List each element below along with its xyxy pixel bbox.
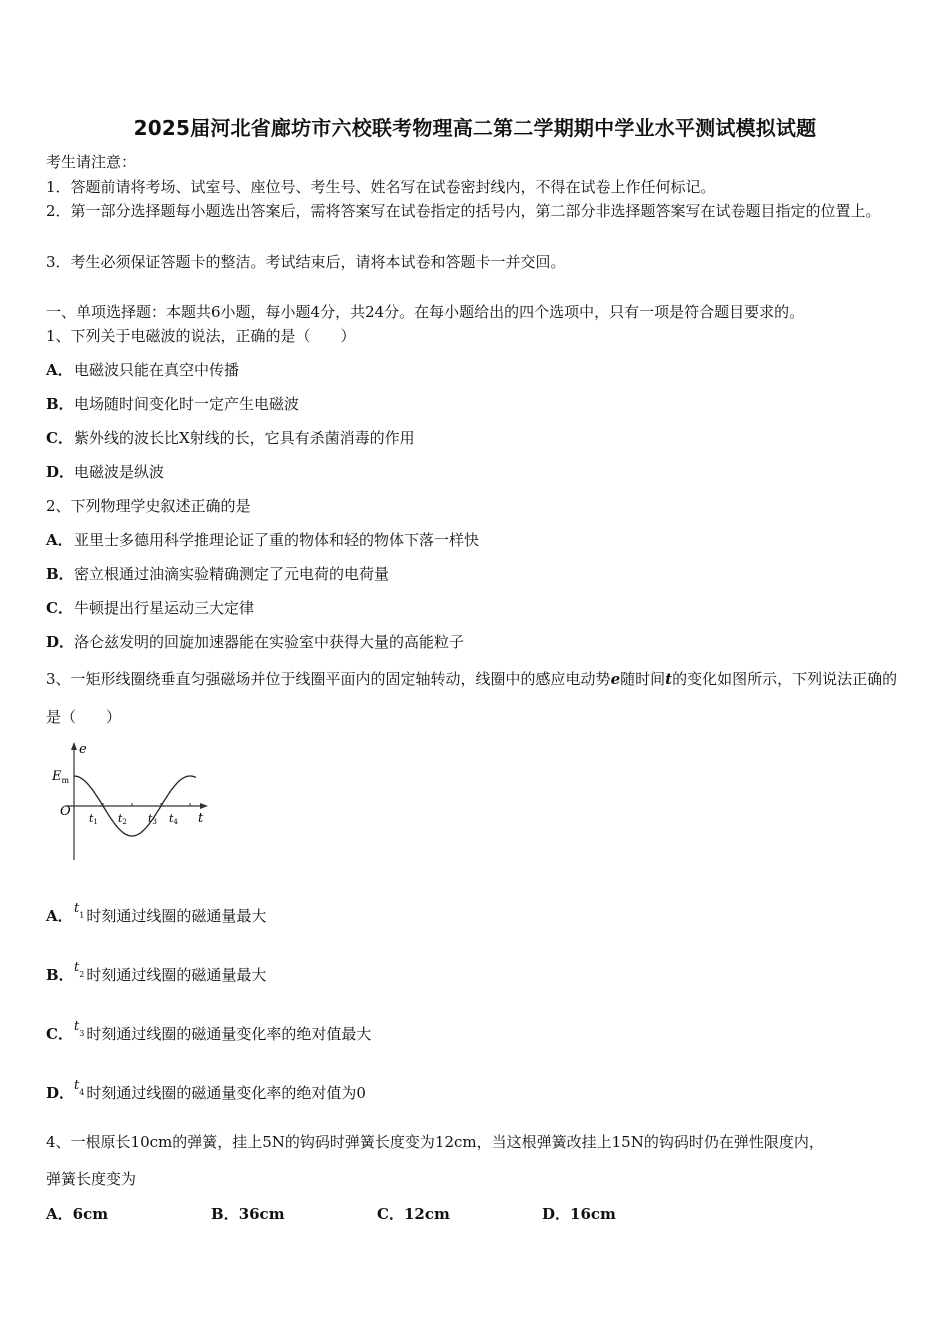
tick-label-t4: [169, 812, 178, 826]
option-text: 紫外线的波长比X射线的长，它具有杀菌消毒的作用: [74, 429, 415, 447]
option-text: 时刻通过线圈的磁通量最大: [86, 966, 267, 984]
option-letter: C．: [46, 599, 73, 617]
option-text: 时刻通过线圈的磁通量变化率的绝对值为0: [86, 1084, 366, 1102]
em-subscript: m: [61, 776, 70, 785]
time-symbol-base: t: [74, 1019, 80, 1034]
emf-time-graph: [52, 740, 217, 865]
tick-sub: 3: [152, 818, 157, 826]
vertical-axis-arrow: [71, 742, 77, 750]
tick-base: t: [118, 812, 123, 825]
option-letter: A．: [46, 1205, 73, 1223]
time-symbol: [74, 955, 84, 986]
notice-heading: 考生请注意：: [46, 153, 137, 171]
notice-item-3: 3．考生必须保证答题卡的整洁。考试结束后，请将本试卷和答题卡一并交回。: [46, 253, 566, 271]
option-text: 密立根通过油滴实验精确测定了元电荷的电荷量: [74, 565, 390, 583]
option-letter: D．: [46, 633, 75, 651]
tick-base: t: [169, 812, 174, 825]
q3-stem: [46, 660, 902, 736]
notice-item-1: 1．答题前请将考场、试室号、座位号、考生号、姓名写在试卷密封线内，不得在试卷上作任何标记。: [46, 178, 716, 196]
option-text: 亚里士多德用科学推理论证了重的物体和轻的物体下落一样快: [74, 531, 480, 549]
page-title: 2025届河北省廊坊市六校联考物理高二第二学期期中学业水平测试模拟试题: [133, 116, 817, 140]
time-symbol-base: t: [74, 1078, 80, 1093]
q1-option-a: [46, 360, 239, 380]
time-symbol-sub: 3: [79, 1028, 85, 1038]
option-letter: C．: [46, 1025, 73, 1043]
option-text: 时刻通过线圈的磁通量最大: [86, 907, 267, 925]
horizontal-axis-arrow: [200, 803, 208, 809]
option-text: 电磁波是纵波: [74, 463, 165, 481]
tick-base: t: [148, 812, 153, 825]
q4-option-b: [211, 1203, 285, 1224]
option-text: 电磁波只能在真空中传播: [74, 361, 240, 379]
option-text: 36cm: [238, 1205, 285, 1223]
option-letter: A．: [46, 907, 73, 925]
q3-option-a: [46, 903, 266, 936]
q4-stem-line1: 4、一根原长10cm的弹簧，挂上5N的钩码时弹簧长度变为12cm，当这根弹簧改挂上15N的钩码时仍在弹性限度内，: [46, 1133, 824, 1151]
q4-option-a: [46, 1203, 108, 1224]
option-text: 洛仑兹发明的回旋加速器能在实验室中获得大量的高能粒子: [74, 633, 465, 651]
tick-sub: 1: [93, 818, 98, 826]
tick-label-t2: [118, 812, 127, 826]
option-letter: A．: [46, 361, 73, 379]
tick-labels: [89, 812, 178, 826]
option-letter: B．: [46, 565, 74, 583]
option-letter: C．: [46, 429, 73, 447]
q3-option-b: [46, 962, 266, 995]
section-header: 一、单项选择题：本题共6小题，每小题4分，共24分。在每小题给出的四个选项中，只有一项是符合题目要求的。: [46, 303, 805, 321]
em-base: E: [52, 769, 62, 784]
q1-option-c: [46, 428, 415, 448]
axis-label-em: [52, 769, 70, 785]
option-text: 12cm: [403, 1205, 450, 1223]
q1-option-d: [46, 462, 164, 482]
option-letter: D．: [46, 1084, 75, 1102]
q3-stem-part1: 3、一矩形线圈绕垂直匀强磁场并位于线圈平面内的固定轴转动，线圈中的感应电动势: [46, 670, 611, 688]
q1-stem: 1、下列关于电磁波的说法，正确的是（ ）: [46, 327, 356, 345]
option-text: 16cm: [570, 1205, 616, 1223]
time-symbol: [74, 896, 84, 927]
q2-stem: 2、下列物理学史叙述正确的是: [46, 497, 251, 515]
q2-option-a: [46, 530, 479, 550]
option-text: 牛顿提出行星运动三大定律: [74, 599, 255, 617]
q3-option-c: [46, 1021, 371, 1054]
q4-stem-line2: 弹簧长度变为: [46, 1170, 137, 1188]
time-symbol-base: t: [74, 960, 80, 975]
option-text: 6cm: [72, 1205, 109, 1223]
q2-option-d: [46, 632, 464, 652]
q2-option-b: [46, 564, 389, 584]
time-symbol-sub: 1: [79, 910, 85, 920]
q4-option-c: [377, 1203, 450, 1224]
time-symbol-base: t: [74, 901, 80, 916]
option-text: 时刻通过线圈的磁通量变化率的绝对值最大: [86, 1025, 372, 1043]
q3-option-d: [46, 1080, 366, 1113]
option-letter: B．: [46, 395, 74, 413]
option-letter: D．: [542, 1205, 571, 1223]
tick-sub: 4: [173, 818, 178, 826]
tick-sub: 2: [122, 818, 127, 826]
q3-stem-part3: 的变化如图所示，下列说法正确的是（ ）: [46, 670, 898, 726]
option-text: 电场随时间变化时一定产生电磁波: [74, 395, 300, 413]
option-letter: B．: [46, 966, 74, 984]
time-symbol-sub: 4: [79, 1087, 85, 1097]
axis-label-t: t: [198, 811, 204, 826]
option-letter: B．: [211, 1205, 239, 1223]
q2-option-c: [46, 598, 254, 618]
time-symbol-sub: 2: [79, 969, 85, 979]
tick-label-t1: [89, 812, 98, 826]
q3-stem-part2: 随时间: [620, 670, 666, 688]
axis-label-e: e: [79, 742, 87, 757]
time-symbol: [74, 1073, 84, 1104]
option-letter: D．: [46, 463, 75, 481]
q1-option-b: [46, 394, 299, 414]
q4-option-d: [542, 1203, 616, 1224]
option-letter: C．: [377, 1205, 404, 1223]
origin-label: O: [60, 804, 71, 819]
notice-item-2: 2．第一部分选择题每小题选出答案后，需将答案写在试卷指定的括号内，第二部分非选择题答案写在试卷题目指定的位置上。: [46, 202, 881, 220]
q3-var-t: t: [665, 670, 673, 688]
option-letter: A．: [46, 531, 73, 549]
time-symbol: [74, 1014, 84, 1045]
tick-base: t: [89, 812, 94, 825]
q3-var-e: e: [610, 670, 621, 688]
